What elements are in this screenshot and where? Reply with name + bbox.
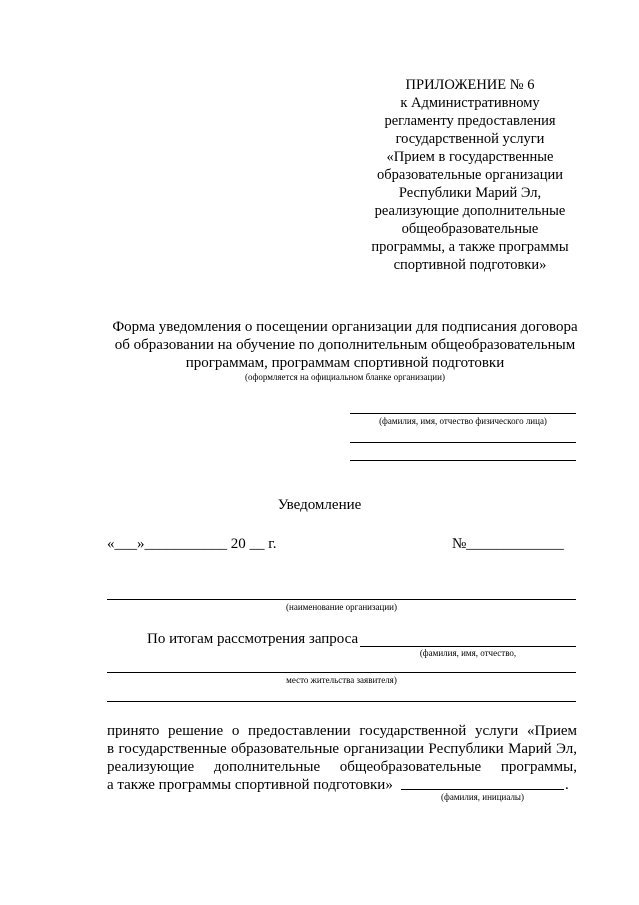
appendix-line: регламенту предоставления xyxy=(384,113,556,129)
applicant-address-caption: место жительства заявителя) xyxy=(286,675,397,685)
form-title xyxy=(80,318,610,383)
organization-line xyxy=(107,599,576,600)
appendix-line: образовательные организации xyxy=(377,167,563,183)
form-title-note: (оформляется на официальном бланке организации) xyxy=(245,372,445,382)
appendix-line: спортивной подготовки» xyxy=(393,257,547,273)
signature-line xyxy=(401,789,564,790)
date-field: «___»___________ 20 __ г. xyxy=(107,536,277,552)
decision-last-line: а также программы спортивной подготовки» xyxy=(107,777,393,793)
number-field: №_____________ xyxy=(452,536,564,552)
appendix-line: программы, а также программы xyxy=(371,239,569,255)
decision-paragraph xyxy=(107,722,577,794)
appendix-header xyxy=(365,76,575,274)
appendix-line: к Административному xyxy=(400,95,540,111)
appendix-line: государственной услуги xyxy=(395,131,545,147)
appendix-line: Республики Марий Эл, xyxy=(398,185,542,201)
signature-caption: (фамилия, инициалы) xyxy=(441,792,524,802)
applicant-name-line xyxy=(360,646,576,647)
notice-heading: Уведомление xyxy=(277,497,362,513)
request-text: По итогам рассмотрения запроса xyxy=(147,631,359,647)
recipient-address-line-2 xyxy=(350,460,576,461)
recipient-address-line-1 xyxy=(350,442,576,443)
form-title-line: программам, программам спортивной подготовки xyxy=(185,355,505,371)
appendix-line: общеобразовательные xyxy=(401,221,539,237)
appendix-line: реализующие дополнительные xyxy=(374,203,566,219)
form-title-line: об образовании на обучение по дополнительным общеобразовательным xyxy=(114,337,576,353)
recipient-caption: (фамилия, имя, отчество физического лица) xyxy=(379,416,547,426)
form-title-line: Форма уведомления о посещении организации для подписания договора xyxy=(112,319,578,335)
applicant-extra-line xyxy=(107,701,576,702)
decision-line: реализующие дополнительные общеобразовательные программы, xyxy=(107,759,577,775)
decision-end: . xyxy=(565,777,569,793)
organization-caption: (наименование организации) xyxy=(286,602,397,612)
recipient-name-line xyxy=(350,413,576,414)
appendix-line: ПРИЛОЖЕНИЕ № 6 xyxy=(405,77,535,93)
applicant-name-caption: (фамилия, имя, отчество, xyxy=(419,648,517,658)
appendix-line: «Прием в государственные xyxy=(386,149,554,165)
applicant-address-line xyxy=(107,672,576,673)
decision-line: в государственные образовательные организации Республики Марий Эл, xyxy=(107,741,577,757)
decision-line: принято решение о предоставлении государственной услуги «Прием xyxy=(107,723,577,739)
